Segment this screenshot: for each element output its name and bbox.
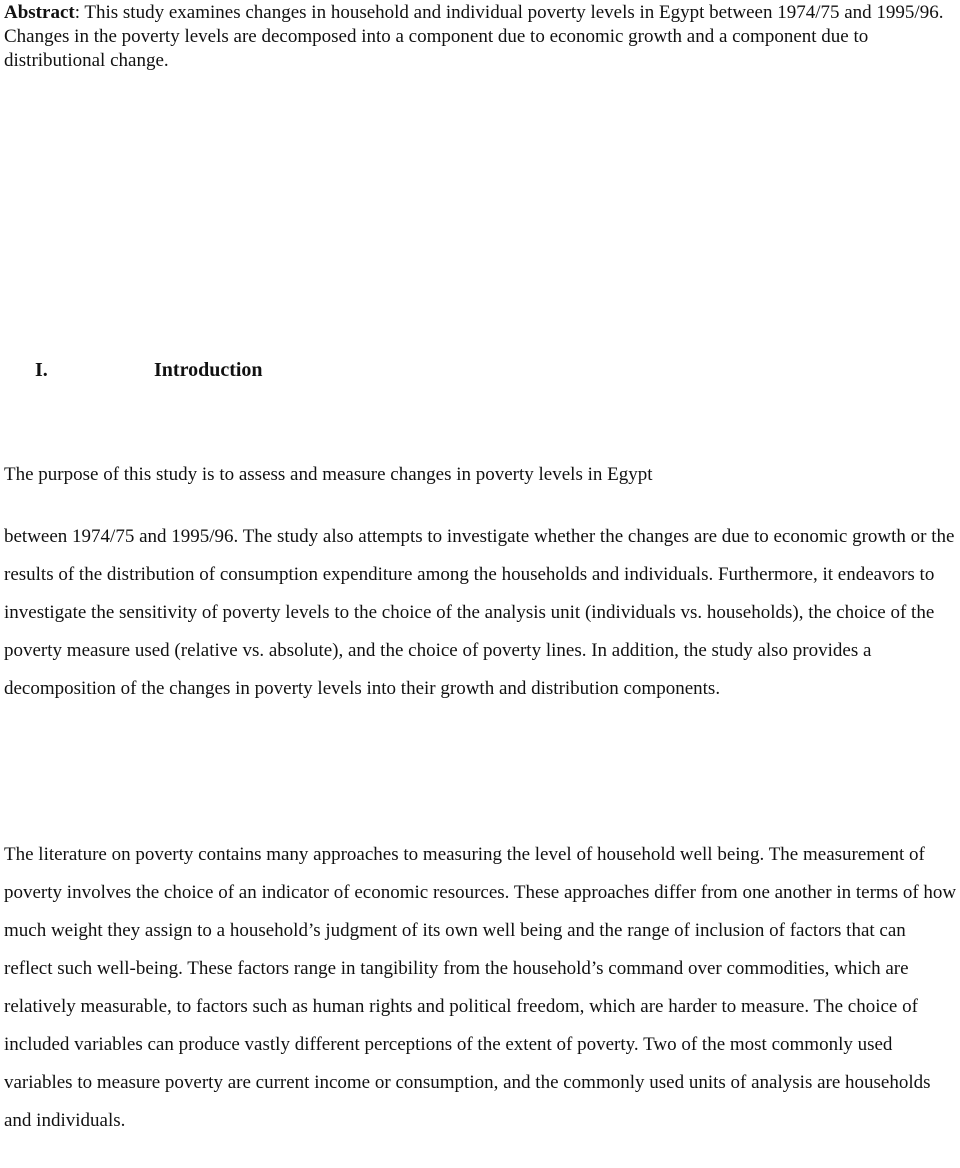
abstract-label: Abstract (4, 2, 75, 23)
abstract-text: : This study examines changes in household and individual poverty levels in Egypt between 1974/75 and 1995/96. Changes in the poverty levels are decomposed into a component due to economic growth and a component due to distributional change. (4, 2, 944, 71)
section-heading (35, 357, 263, 383)
intro-paragraph-continued: between 1974/75 and 1995/96. The study also attempts to investigate whether the changes are due to economic growth or the results of the distribution of consumption expenditure among the households and individuals. Furthermore, it endeavors to investigate the sensitivity of poverty levels to the choice of the analysis unit (individuals vs. households), the choice of the poverty measure used (relative vs. absolute), and the choice of poverty lines. In addition, the study also provides a decomposition of the changes in poverty levels into their growth and distribution components. (4, 526, 955, 699)
literature-paragraph: The literature on poverty contains many approaches to measuring the level of household well being. The measurement of poverty involves the choice of an indicator of economic resources. These approaches differ from one another in terms of how much weight they assign to a household’s judgment of its own well being and the range of inclusion of factors that can reflect such well-being. These factors range in tangibility from the household’s command over commodities, which are relatively measurable, to factors such as human rights and political freedom, which are harder to measure. The choice of included variables can produce vastly different perceptions of the extent of poverty. Two of the most commonly used variables to measure poverty are current income or consumption, and the commonly used units of analysis are households and individuals. (4, 844, 957, 1131)
section-number: I. (35, 359, 48, 381)
abstract (4, 1, 956, 73)
intro-paragraph-first-line: The purpose of this study is to assess and measure changes in poverty levels in Egypt (4, 464, 653, 485)
section-title: Introduction (154, 359, 263, 381)
